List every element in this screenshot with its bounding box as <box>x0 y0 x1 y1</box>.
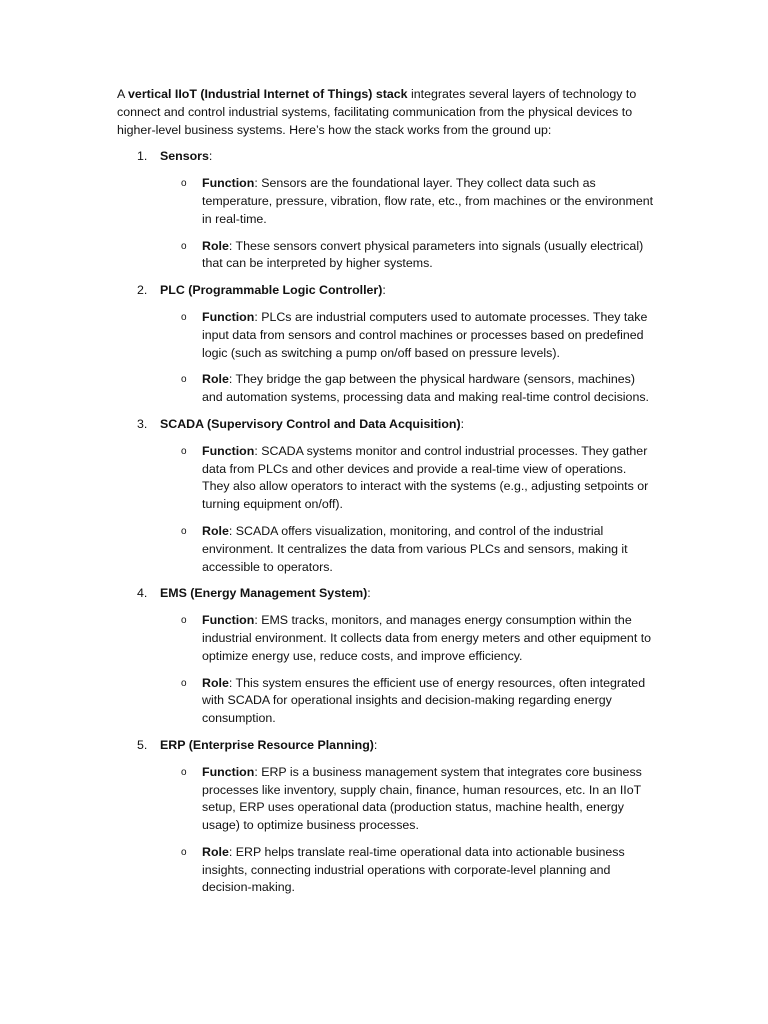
item-text: : This system ensures the efficient use of energy resources, often integrated with SCADA for operational insights and decision-making regarding energy consumption. <box>202 675 646 726</box>
list-section <box>117 148 657 273</box>
list-item <box>117 675 657 728</box>
item-label: Function <box>202 443 255 458</box>
section-title-suffix: : <box>367 586 371 601</box>
section-title: PLC (Programmable Logic Controller) <box>160 283 383 298</box>
section-number: 5. <box>137 737 148 752</box>
section-heading <box>117 282 657 300</box>
intro-paragraph <box>117 86 657 139</box>
item-text: : SCADA offers visualization, monitoring, and control of the industrial environment. It centralizes the data from various PLCs and sensors, making it accessible to operators. <box>202 523 628 574</box>
section-title: Sensors <box>160 149 209 164</box>
list-item <box>117 238 657 274</box>
section-number: 4. <box>137 586 148 601</box>
item-label: Role <box>202 523 229 538</box>
hollow-bullet-icon: o <box>181 445 187 457</box>
item-label: Role <box>202 675 229 690</box>
item-text: : PLCs are industrial computers used to automate processes. They take input data from sensors and control machines or processes based on predefined logic (such as switching a pump on/off based on pressure levels). <box>202 309 648 360</box>
section-title: EMS (Energy Management System) <box>160 586 368 601</box>
section-heading <box>117 585 657 603</box>
intro-prefix: A <box>117 87 129 101</box>
numbered-list <box>117 148 657 897</box>
section-number: 2. <box>137 283 148 298</box>
section-title-suffix: : <box>373 737 378 752</box>
section-heading <box>117 416 657 434</box>
intro-rest: integrates several layers of technology to connect and control industrial systems, facilitating communication from the physical devices to higher-level business systems. Here’s how the stack works from the ground up: <box>117 87 637 137</box>
item-text: : They bridge the gap between the physical hardware (sensors, machines) and automation systems, processing data and making real-time control decisions. <box>202 372 649 405</box>
hollow-bullet-icon: o <box>181 178 187 190</box>
item-label: Function <box>202 764 255 779</box>
section-heading <box>117 148 657 166</box>
list-item <box>117 309 657 362</box>
section-title-suffix: : <box>382 283 386 298</box>
item-label: Function <box>202 176 255 191</box>
hollow-bullet-icon: o <box>181 311 187 323</box>
item-text: : ERP helps translate real-time operational data into actionable business insights, connecting industrial operations with corporate-level planning and decision-making. <box>202 844 625 895</box>
section-heading <box>117 737 657 755</box>
list-section <box>117 737 657 897</box>
item-label: Role <box>202 372 229 387</box>
list-section <box>117 585 657 728</box>
section-title: ERP (Enterprise Resource Planning) <box>160 737 374 752</box>
section-title-suffix: : <box>460 416 465 431</box>
hollow-bullet-icon: o <box>181 374 187 386</box>
section-number: 1. <box>137 149 148 164</box>
item-text: : Sensors are the foundational layer. They collect data such as temperature, pressure, vibration, flow rate, etc., from machines or the environment in real-time. <box>202 176 654 226</box>
hollow-bullet-icon: o <box>181 615 187 627</box>
list-item <box>117 612 657 665</box>
hollow-bullet-icon: o <box>181 240 187 252</box>
list-section <box>117 282 657 407</box>
hollow-bullet-icon: o <box>181 525 187 537</box>
item-label: Role <box>202 238 229 253</box>
item-text: : EMS tracks, monitors, and manages energy consumption within the industrial environment. It collects data from energy meters and other equipment to optimize energy use, reduce costs, and improve efficiency. <box>202 613 652 663</box>
list-item <box>117 443 657 514</box>
section-number: 3. <box>137 416 148 431</box>
document-page <box>117 86 657 906</box>
intro-bold-term: vertical IIoT (Industrial Internet of Things) stack <box>128 87 408 101</box>
hollow-bullet-icon: o <box>181 766 187 778</box>
item-label: Function <box>202 309 255 324</box>
item-text: : These sensors convert physical parameters into signals (usually electrical) that can be interpreted by higher systems. <box>202 238 644 271</box>
list-item <box>117 844 657 897</box>
item-text: : ERP is a business management system that integrates core business processes like inventory, supply chain, finance, human resources, etc. In an IIoT setup, ERP uses operational data (production status, machine health, energy usage) to optimize business processes. <box>202 764 642 833</box>
hollow-bullet-icon: o <box>181 677 187 689</box>
section-title-suffix: : <box>208 149 213 164</box>
item-text: : SCADA systems monitor and control industrial processes. They gather data from PLCs and other devices and provide a real-time view of operations. They also allow operators to interact with the systems (e.g., adjusting setpoints or turning equipment on/off). <box>202 443 649 512</box>
list-item <box>117 764 657 835</box>
item-label: Function <box>202 613 255 628</box>
list-item <box>117 175 657 228</box>
list-item <box>117 523 657 576</box>
item-label: Role <box>202 844 229 859</box>
hollow-bullet-icon: o <box>181 846 187 858</box>
section-title: SCADA (Supervisory Control and Data Acquisition) <box>160 416 461 431</box>
list-section <box>117 416 657 576</box>
list-item <box>117 371 657 407</box>
